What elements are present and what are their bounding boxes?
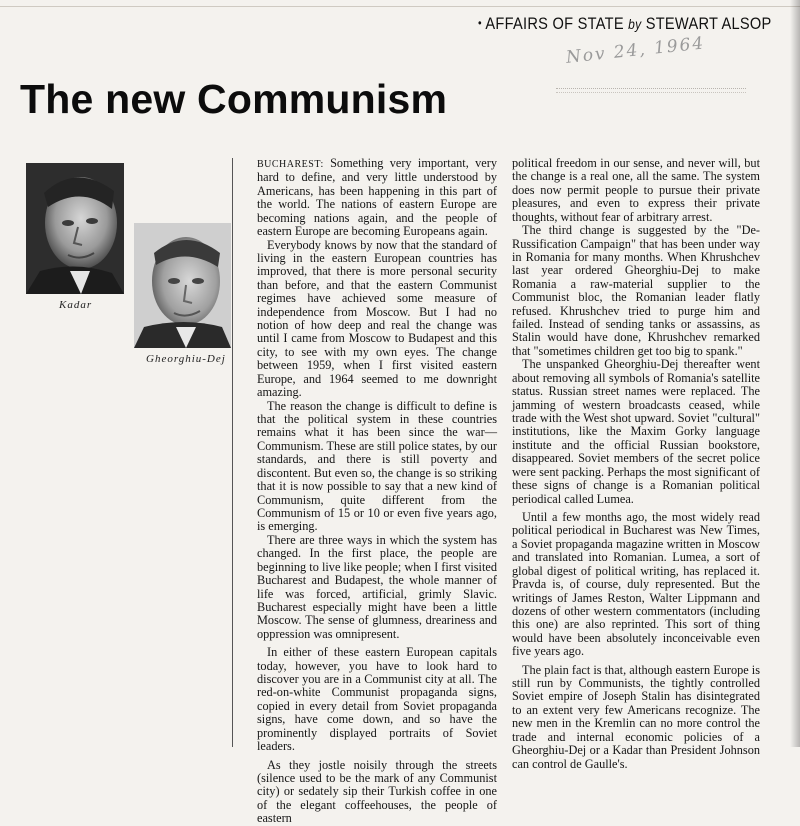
header-bullet: • bbox=[478, 16, 482, 30]
byline-by: by bbox=[628, 16, 642, 32]
article-paragraph: As they jostle noisily through the streets (silence used to be the mark of any Communist city) or sedately sip their Turkish coffee in one of the elegant coffeehouses, the people of eastern bbox=[257, 757, 497, 826]
article-column-2 bbox=[512, 157, 760, 771]
portrait-photo-kadar bbox=[26, 163, 124, 294]
column-name: AFFAIRS OF STATE bbox=[485, 14, 624, 33]
handwritten-date: Nov 24, 1964 bbox=[565, 33, 707, 68]
stamp-rule bbox=[556, 88, 746, 93]
article-paragraph: The third change is suggested by the "De-Russification Campaign" that has been under way in Romania for many months. When Khrushchev last year ordered Gheorghiu-Dej to make Romania a raw-material supplier to the Communist bloc, the Romanian leader flatly refused. Khrushchev tried to purge him and failed. Instead of sending tanks or assassins, as Stalin would have done, Khrushchev remarked that "sometimes children get too big to spank." bbox=[512, 223, 760, 358]
column-header bbox=[478, 14, 772, 34]
article-paragraph: BUCHAREST: Something very important, very hard to define, and very little understood by Americans, has been happening in this part of the world. The nations of eastern Europe are becoming nations again, and the people of eastern Europe are becoming Europeans again. bbox=[257, 156, 497, 239]
article-paragraph: Everybody knows by now that the standard of living in the eastern European countries has improved, that there is more personal security than before, and that the eastern Communist regimes have achieved some measure of independence from Moscow. But I had no notion of how deep and real the change was until I came from Moscow to Budapest and this city, to see with my own eyes. The change between 1959, when I first visited eastern Europe, and 1964 seemed to me downright amazing. bbox=[257, 237, 497, 400]
article-paragraph: In either of these eastern European capitals today, however, you have to look hard to discover you are in a Communist city at all. The red-on-white Communist propaganda signs, copied in every detail from Soviet propaganda signs, have come down, and so have the prominently displayed portraits of Soviet leaders. bbox=[257, 645, 497, 754]
dateline: BUCHAREST: bbox=[257, 159, 324, 170]
article-paragraph: The unspanked Gheorghiu-Dej thereafter went about removing all symbols of Romania's satellite status. Russian street names were replaced. The jamming of western broadcasts ceased, while trade with the West shot upward. Soviet "cultural" institutions, like the Maxim Gorky language institute and the official Russian bookstore, disappeared. Soviet members of the secret police were sent packing. Perhaps the most significant of these signs of change is a Romanian political periodical called Lumea. bbox=[512, 357, 760, 506]
column-rule bbox=[232, 158, 233, 747]
article-paragraph: The reason the change is difficult to define is that the political system in these countries remains what it has been since the war—Communism. These are still police states, by our standards, and there is still poverty and discontent. But even so, the change is so striking that it is now possible to say that a new kind of Communism, quite different from the Communism of 15 or 10 or even five years ago, is emerging. bbox=[257, 398, 497, 534]
article-paragraph: Until a few months ago, the most widely read political periodical in Bucharest was New Times, a Soviet propaganda magazine written in Moscow and translated into Romanian. Lumea, a sort of global digest of political writing, has replaced it. Pravda is, of course, duly represented. But the writings of James Reston, Walter Lippmann and dozens of other western commentators (including this one) are also reprinted. This sort of thing would have been absolutely inconceivable even five years ago. bbox=[512, 509, 760, 659]
top-rule bbox=[0, 6, 800, 7]
portrait-photo-gheorghiu-dej bbox=[134, 223, 231, 348]
author-name: STEWART ALSOP bbox=[645, 14, 772, 33]
article-paragraph: There are three ways in which the system has changed. In the first place, the people are beginning to live like people; when I first visited Bucharest and Budapest, the whole manner of life was forced, artificial, grimly Slavic. Bucharest especially might have been a little Moscow. The sense of glumness, dreariness and oppression was omnipresent. bbox=[257, 532, 497, 641]
photo-caption-kadar: Kadar bbox=[59, 299, 93, 311]
page-edge-shadow bbox=[790, 0, 800, 747]
article-headline: The new Communism bbox=[20, 76, 448, 122]
article-column-1 bbox=[257, 157, 497, 826]
photo-caption-gheorghiu-dej: Gheorghiu-Dej bbox=[146, 353, 226, 365]
article-paragraph: The plain fact is that, although eastern Europe is still run by Communists, the tightly controlled Soviet empire of Joseph Stalin has disintegrated to an extent very few Americans recognize. The new men in the Kremlin can no more control the trade and internal economic policies of a Gheorghiu-Dej or a Kadar than President Johnson can control de Gaulle's. bbox=[512, 662, 761, 771]
article-paragraph: political freedom in our sense, and never will, but the change is a real one, all the same. The system does now permit people to pursue their private pleasures, and even to express their private thoughts, without fear of arbitrary arrest. bbox=[512, 156, 760, 224]
